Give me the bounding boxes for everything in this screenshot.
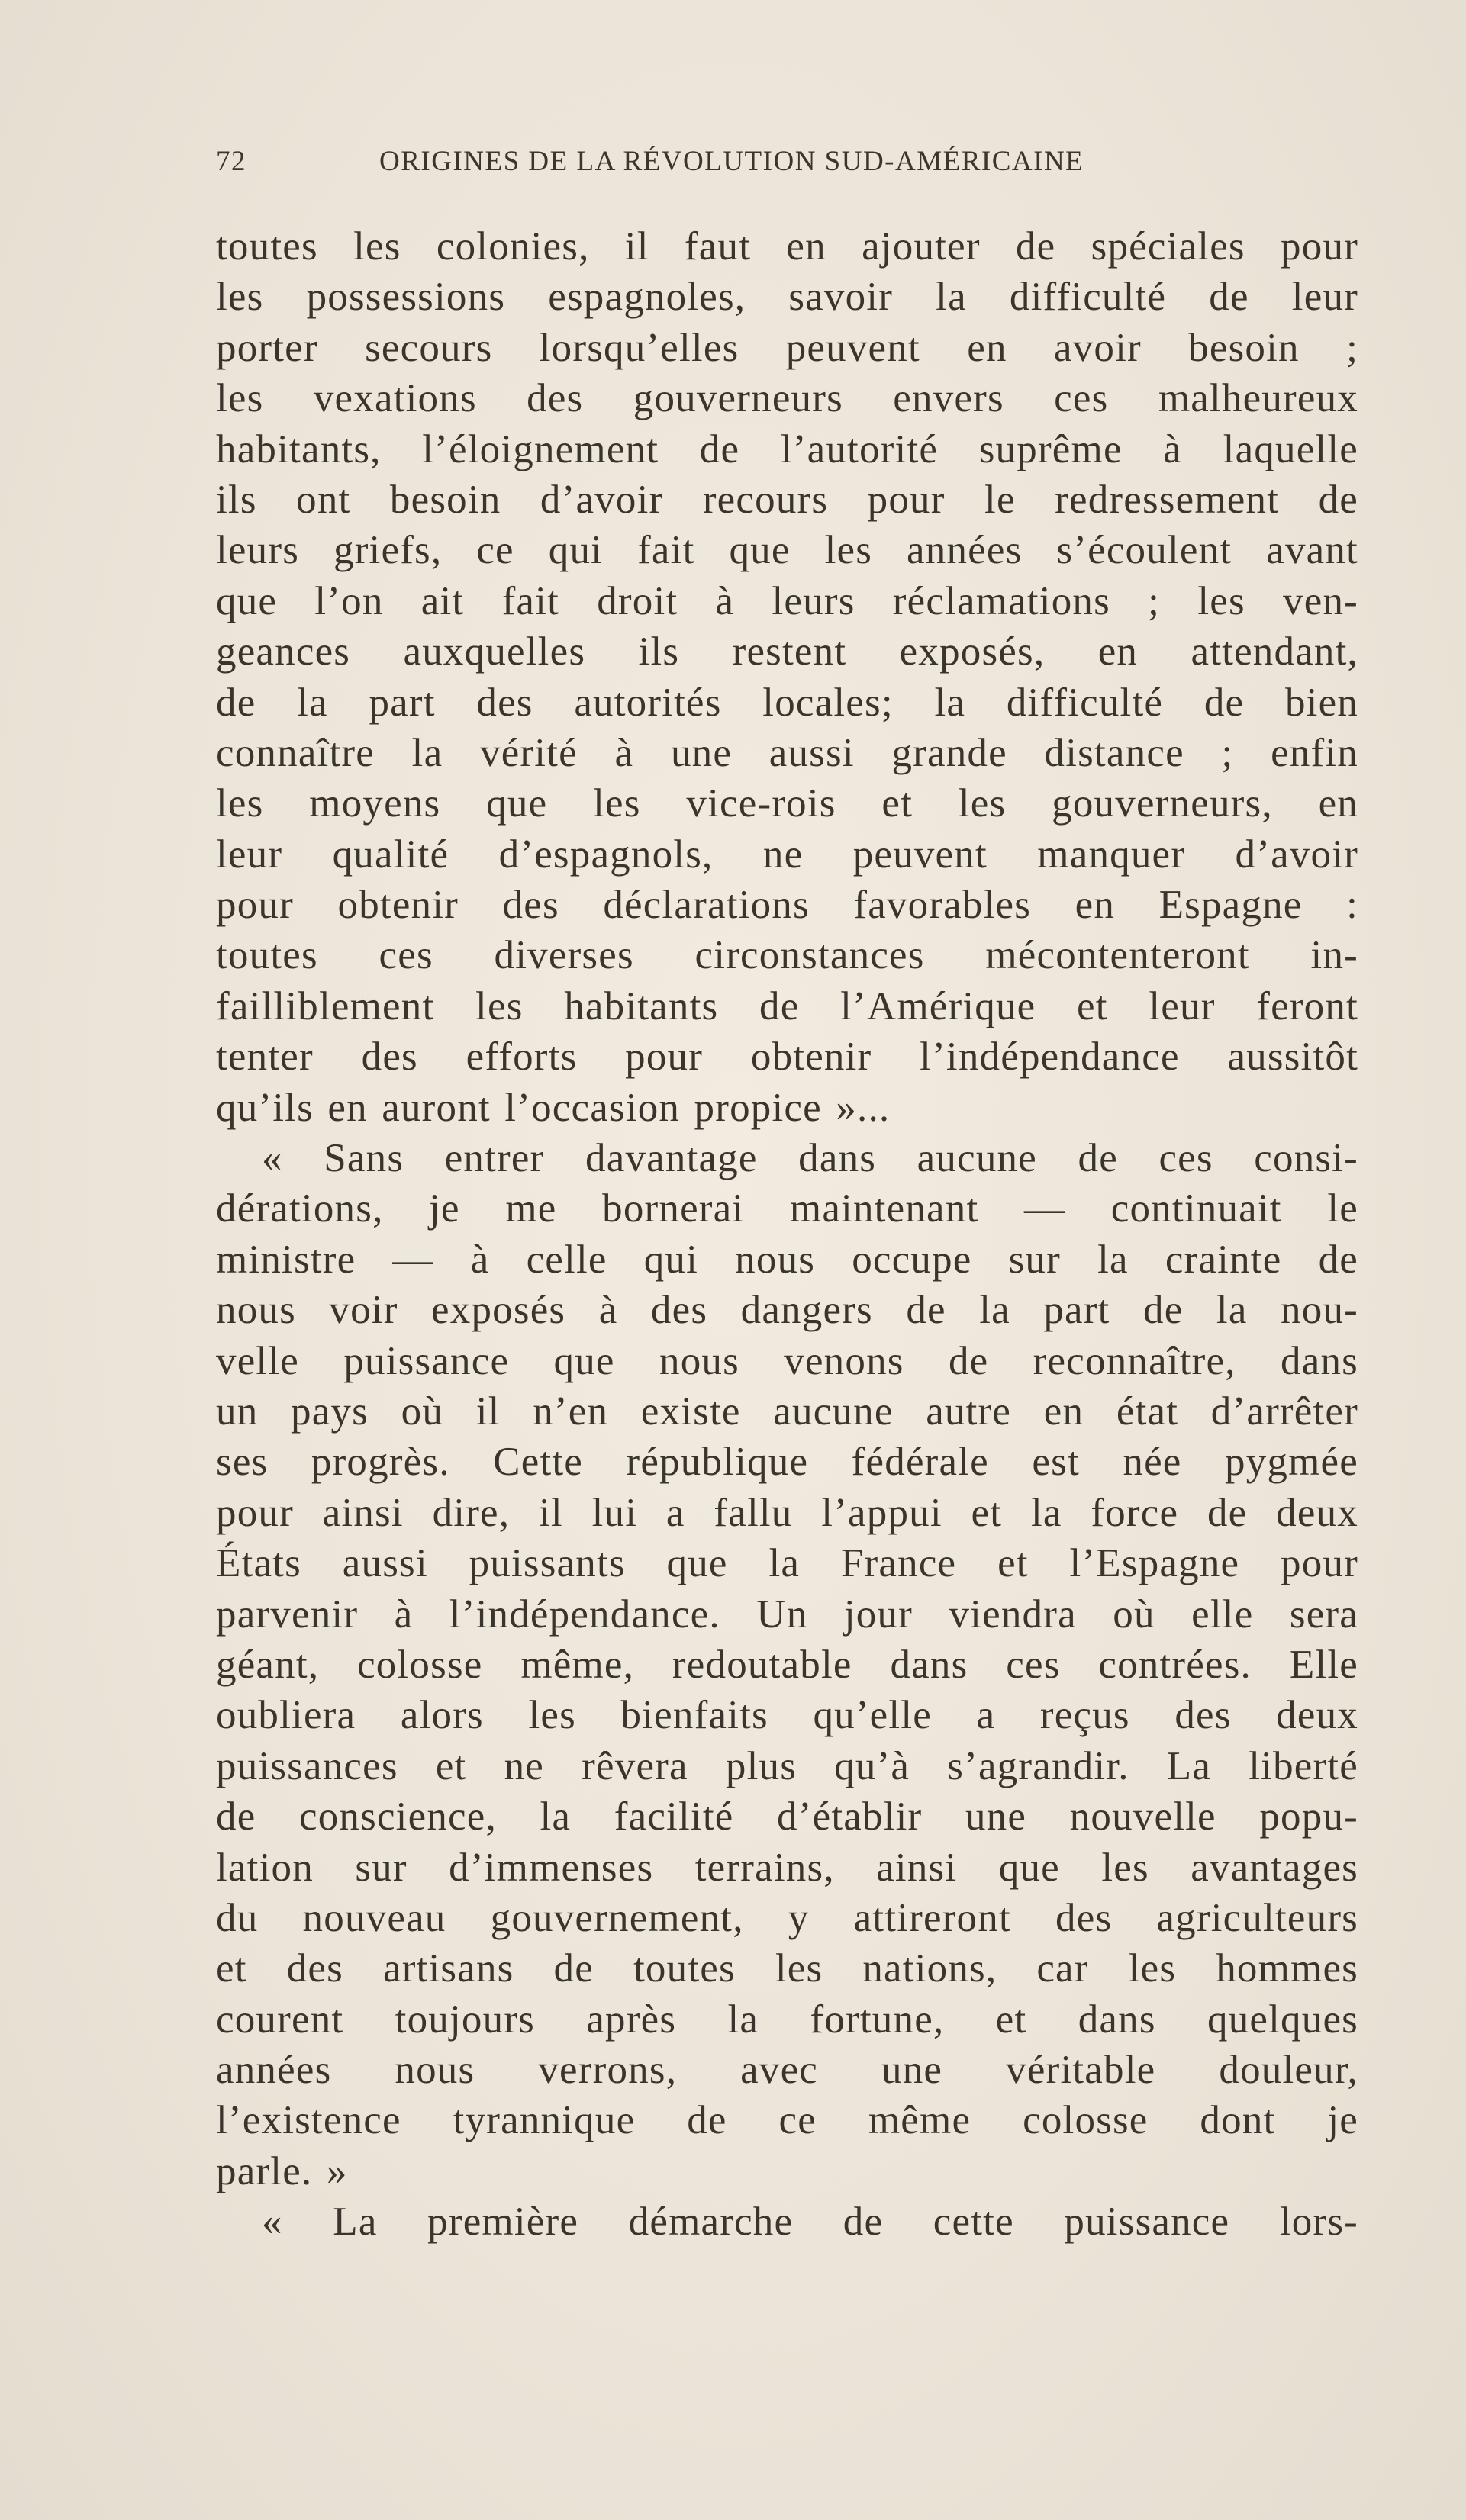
text-line: toutes ces diverses circonstances mécontenteront in- <box>216 933 1358 978</box>
text-line: tenter des efforts pour obtenir l’indépendance aussitôt <box>216 1035 1358 1080</box>
text-line: pour ainsi dire, il lui a fallu l’appui et la force de deux <box>216 1490 1358 1535</box>
text-line: parvenir à l’indépendance. Un jour viendra où elle sera <box>216 1591 1358 1637</box>
text-line: geances auxquelles ils restent exposés, en attendant, <box>216 629 1358 674</box>
text-line: leurs griefs, ce qui fait que les années s’écoulent avant <box>216 528 1358 573</box>
text-line: pour obtenir des déclarations favorables en Espagne : <box>216 883 1358 928</box>
text-line: du nouveau gouvernement, y attireront des agriculteurs <box>216 1895 1358 1940</box>
text-line: puissances et ne rêvera plus qu’à s’agrandir. La liberté <box>216 1743 1358 1788</box>
text-line: qu’ils en auront l’occasion propice »... <box>216 1085 891 1130</box>
text-line: porter secours lorsqu’elles peuvent en avoir besoin ; <box>216 325 1358 370</box>
text-line: lation sur d’immenses terrains, ainsi que les avantages <box>216 1845 1358 1890</box>
text-line: l’existence tyrannique de ce même colosse dont je <box>216 2098 1358 2143</box>
text-line: États aussi puissants que la France et l’Espagne pour <box>216 1541 1358 1586</box>
text-line: habitants, l’éloignement de l’autorité suprême à laquelle <box>216 426 1358 471</box>
text-line: leur qualité d’espagnols, ne peuvent manquer d’avoir <box>216 832 1358 877</box>
running-header <box>216 145 1185 191</box>
text-line: courent toujours après la fortune, et dans quelques <box>216 1997 1358 2042</box>
text-line: géant, colosse même, redoutable dans ces contrées. Elle <box>216 1642 1358 1687</box>
text-line: parle. » <box>216 2148 348 2193</box>
text-line: ses progrès. Cette république fédérale est née pygmée <box>216 1440 1358 1485</box>
text-line: toutes les colonies, il faut en ajouter de spéciales pour <box>216 224 1358 269</box>
text-line: les vexations des gouverneurs envers ces malheureux <box>216 376 1358 421</box>
running-title: ORIGINES DE LA RÉVOLUTION SUD-AMÉRICAINE <box>379 146 1084 177</box>
text-line: ministre — à celle qui nous occupe sur la crainte de <box>216 1237 1358 1282</box>
page-number: 72 <box>216 146 246 177</box>
text-line: ils ont besoin d’avoir recours pour le redressement de <box>216 477 1358 522</box>
text-line: un pays où il n’en existe aucune autre en état d’arrêter <box>216 1389 1358 1434</box>
text-line: de conscience, la facilité d’établir une nouvelle popu- <box>216 1794 1358 1839</box>
text-line: nous voir exposés à des dangers de la part de la nou- <box>216 1288 1358 1333</box>
text-line: connaître la vérité à une aussi grande distance ; enfin <box>216 730 1358 775</box>
text-line: failliblement les habitants de l’Amérique et leur feront <box>216 983 1358 1028</box>
text-line: velle puissance que nous venons de reconnaître, dans <box>216 1338 1358 1383</box>
text-line: dérations, je me bornerai maintenant — continuait le <box>216 1186 1358 1231</box>
body-text <box>216 221 1358 2248</box>
text-line: « Sans entrer davantage dans aucune de ces consi- <box>262 1136 1358 1181</box>
text-line: les possessions espagnoles, savoir la difficulté de leur <box>216 275 1358 320</box>
text-line: les moyens que les vice-rois et les gouverneurs, en <box>216 781 1358 826</box>
text-line: et des artisans de toutes les nations, car les hommes <box>216 1946 1358 1991</box>
text-line: de la part des autorités locales; la difficulté de bien <box>216 680 1358 725</box>
text-line: oubliera alors les bienfaits qu’elle a reçus des deux <box>216 1693 1358 1738</box>
text-line: années nous verrons, avec une véritable douleur, <box>216 2048 1358 2093</box>
text-line: « La première démarche de cette puissance lors- <box>262 2200 1358 2245</box>
text-line: que l’on ait fait droit à leurs réclamations ; les ven- <box>216 578 1358 623</box>
